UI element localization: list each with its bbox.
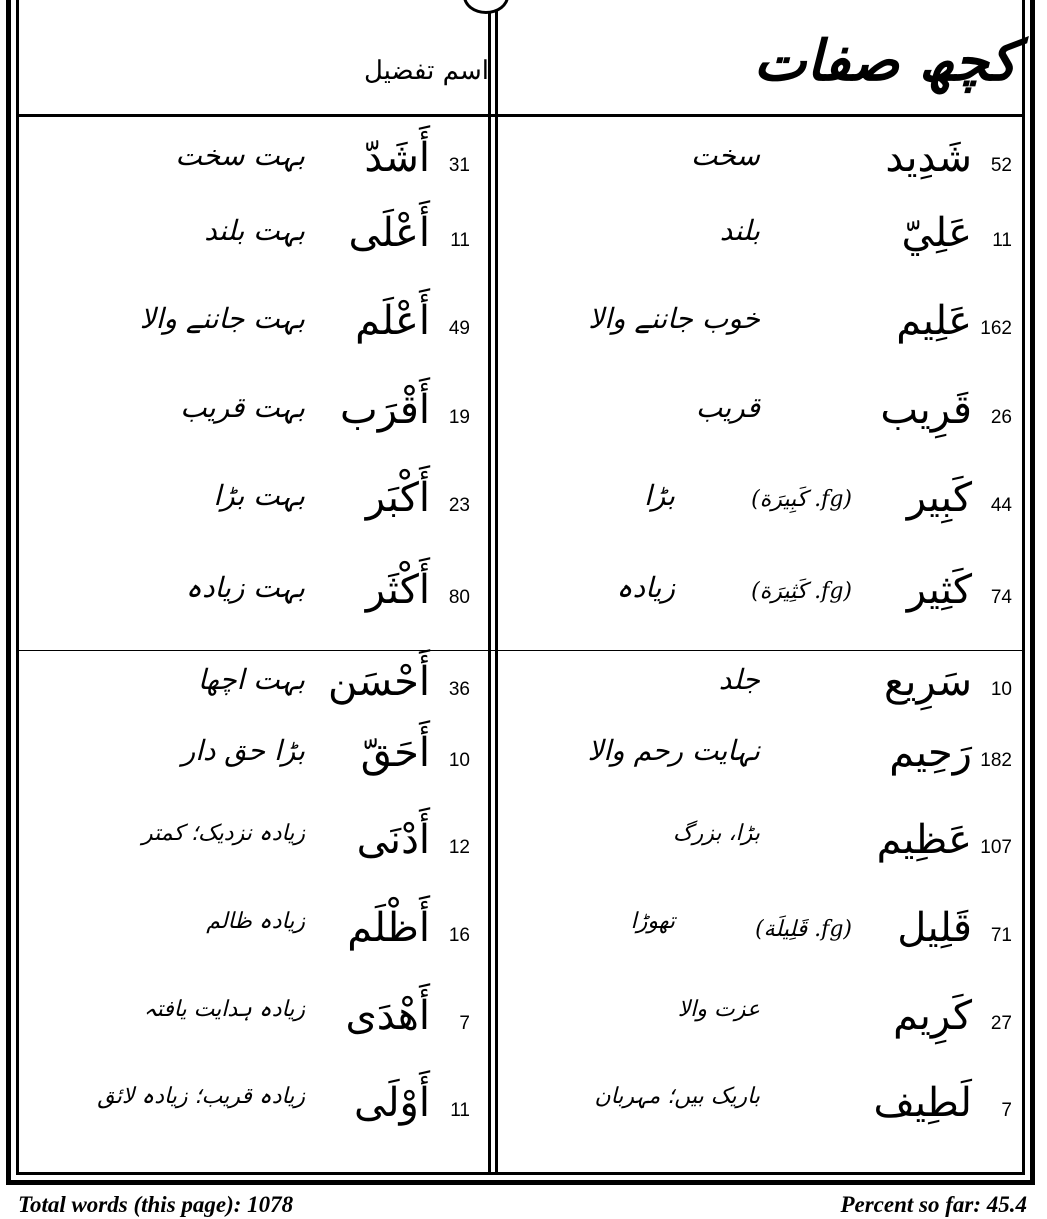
arabic-word: أَشَدّ (364, 135, 430, 181)
urdu-meaning: بڑا حق دار (181, 734, 305, 767)
frequency-count: 11 (450, 230, 470, 251)
frequency-count: 10 (448, 750, 470, 771)
list-item (30, 905, 480, 965)
page-subtitle: اسم تفضیل (363, 56, 489, 86)
urdu-meaning: جلد (718, 663, 760, 696)
list-item (500, 135, 1020, 195)
arabic-word: أَوْلَى (354, 1080, 430, 1126)
urdu-meaning: بہت جاننے والا (139, 302, 305, 335)
urdu-meaning: بڑا (643, 479, 675, 512)
urdu-meaning: باریک بیں؛ مہربان (594, 1084, 760, 1109)
arabic-word: أَحْسَن (328, 659, 430, 705)
feminine-form: (fg. قَلِيلَة) (755, 917, 852, 942)
list-item (30, 475, 480, 535)
arabic-word: لَطِيف (873, 1080, 972, 1126)
arabic-word: أَكْثَر (365, 567, 430, 613)
arabic-word: كَبِير (906, 475, 972, 521)
frequency-count: 52 (990, 155, 1012, 176)
urdu-meaning: زیادہ قریب؛ زیادہ لائق (97, 1084, 305, 1109)
frequency-count: 162 (980, 318, 1012, 339)
list-item (30, 1080, 480, 1140)
list-item (30, 730, 480, 790)
frequency-count: 11 (450, 1100, 470, 1121)
arabic-word: عَظِيم (876, 817, 972, 863)
arabic-word: كَثِير (906, 567, 972, 613)
arabic-word: سَرِيع (883, 659, 972, 705)
list-item (500, 1080, 1020, 1140)
urdu-meaning: بڑا، بزرگ (672, 821, 760, 846)
list-item (30, 387, 480, 447)
arabic-word: عَلِيّ (901, 210, 972, 256)
arabic-word: قَلِيل (897, 905, 972, 951)
percent-footer: Percent so far: 45.4 (840, 1192, 1027, 1217)
list-item (500, 298, 1020, 358)
arabic-word: قَرِيب (880, 387, 972, 433)
frequency-count: 7 (459, 1013, 470, 1034)
frequency-count: 7 (1001, 1100, 1012, 1121)
frequency-count: 31 (448, 155, 470, 176)
frequency-count: 19 (448, 407, 470, 428)
urdu-meaning: بہت زیادہ (185, 571, 305, 604)
frequency-count: 74 (990, 587, 1012, 608)
arabic-word: عَلِيم (896, 298, 972, 344)
arabic-word: أَكْبَر (365, 475, 430, 521)
arabic-word: أَدْنَى (356, 817, 430, 863)
arabic-word: كَرِيم (893, 993, 972, 1039)
arabic-word: أَظْلَم (347, 905, 430, 951)
feminine-form: (fg. كَثِيرَة) (751, 579, 852, 604)
urdu-meaning: تھوڑا (630, 909, 675, 934)
list-item (30, 817, 480, 877)
list-item (500, 817, 1020, 877)
section-divider (19, 650, 1022, 651)
frequency-count: 23 (448, 495, 470, 516)
list-item (500, 905, 1020, 965)
frequency-count: 12 (448, 837, 470, 858)
list-item (30, 993, 480, 1053)
list-item (500, 993, 1020, 1053)
urdu-meaning: بہت قریب (180, 391, 305, 424)
urdu-meaning: عزت والا (677, 997, 760, 1022)
frequency-count: 182 (980, 750, 1012, 771)
frequency-count: 49 (448, 318, 470, 339)
arabic-word: أَحَقّ (360, 730, 430, 776)
urdu-meaning: سخت (690, 139, 760, 172)
frequency-count: 26 (990, 407, 1012, 428)
list-item (30, 659, 480, 719)
frequency-count: 16 (448, 925, 470, 946)
urdu-meaning: بہت سخت (175, 139, 305, 172)
urdu-meaning: زیادہ ظالم (206, 909, 305, 934)
list-item (500, 387, 1020, 447)
list-item (30, 210, 480, 270)
frequency-count: 80 (448, 587, 470, 608)
list-item (500, 210, 1020, 270)
arabic-word: أَقْرَب (340, 387, 430, 433)
urdu-meaning: قریب (695, 391, 760, 424)
list-item (30, 567, 480, 627)
frequency-count: 11 (992, 230, 1012, 251)
page-title: کچھ صفات (753, 28, 1017, 94)
column-divider (488, 0, 498, 1175)
frequency-count: 44 (990, 495, 1012, 516)
arabic-word: شَدِيد (885, 135, 972, 181)
arabic-word: أَعْلَى (348, 210, 430, 256)
frequency-count: 27 (990, 1013, 1012, 1034)
urdu-meaning: نہایت رحم والا (587, 734, 760, 767)
header-divider (19, 114, 1022, 117)
total-words-footer: Total words (this page): 1078 (18, 1192, 294, 1217)
frequency-count: 36 (448, 679, 470, 700)
urdu-meaning: خوب جاننے والا (588, 302, 760, 335)
urdu-meaning: زیادہ نزدیک؛ کمتر (142, 821, 305, 846)
urdu-meaning: زیادہ (616, 571, 675, 604)
urdu-meaning: بہت بلند (204, 214, 305, 247)
urdu-meaning: زیادہ ہدایت یافتہ (143, 997, 305, 1022)
urdu-meaning: بہت اچھا (197, 663, 305, 696)
frequency-count: 107 (980, 837, 1012, 858)
list-item (500, 659, 1020, 719)
frequency-count: 71 (990, 925, 1012, 946)
list-item (500, 730, 1020, 790)
urdu-meaning: بہت بڑا (213, 479, 305, 512)
frequency-count: 10 (990, 679, 1012, 700)
urdu-meaning: بلند (719, 214, 760, 247)
feminine-form: (fg. كَبِيرَة) (751, 487, 852, 512)
arabic-word: أَهْدَى (345, 993, 430, 1039)
arabic-word: أَعْلَم (355, 298, 430, 344)
arabic-word: رَحِيم (889, 730, 972, 776)
list-item (30, 135, 480, 195)
list-item (500, 475, 1020, 535)
list-item (500, 567, 1020, 627)
list-item (30, 298, 480, 358)
